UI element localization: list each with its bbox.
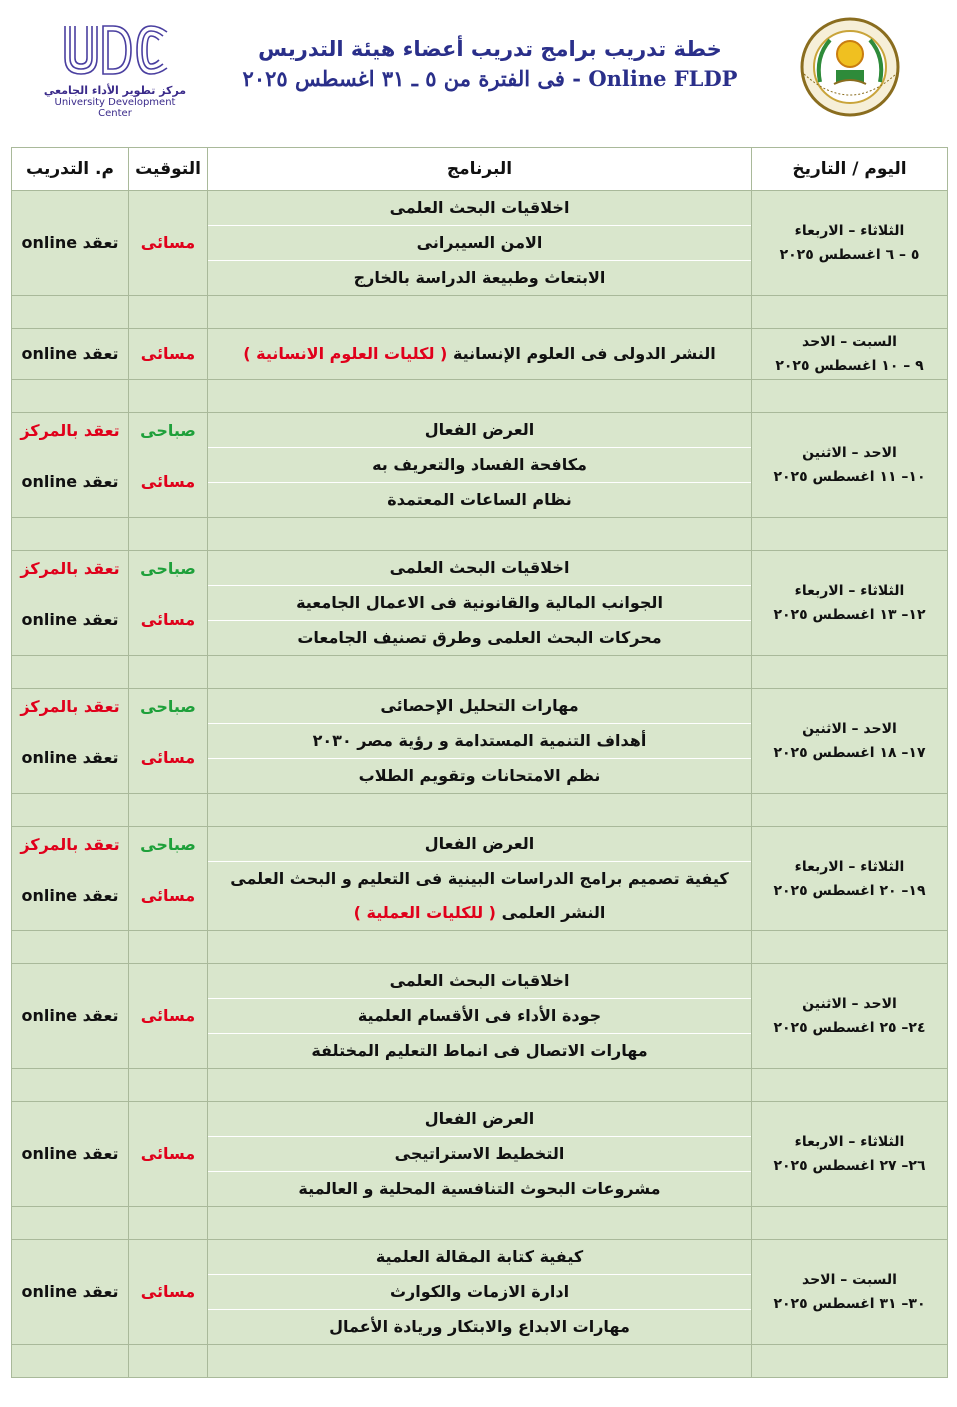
program-item: مهارات التحليل الإحصائى	[208, 689, 751, 724]
spacer-row	[12, 296, 948, 329]
online-label: تعقد online	[21, 1144, 119, 1163]
spacer-row	[12, 518, 948, 551]
program-item: مهارات الابداع والابتكار وريادة الأعمال	[329, 1317, 630, 1336]
center-label: تعقد بالمركز	[20, 559, 120, 578]
program-cell	[208, 191, 752, 296]
header-time: التوقيت	[129, 148, 208, 191]
day-cell	[752, 827, 948, 931]
program-cell	[208, 827, 752, 931]
day-cell	[752, 329, 948, 380]
morning-label: صباحى	[140, 834, 196, 854]
table-header-row	[12, 148, 948, 191]
table-row	[12, 689, 948, 794]
time-cell	[129, 1102, 208, 1207]
spacer-row	[12, 931, 948, 964]
day-names: الثلاثاء – الاربعاء	[794, 858, 905, 875]
center-label: تعقد بالمركز	[20, 834, 120, 854]
udc-english-name: University Development Center	[54, 97, 176, 119]
program-cell	[208, 329, 752, 380]
program-item: نظم الامتحانات وتقويم الطلاب	[358, 766, 601, 785]
program-note: ( لكليات العلوم الانسانية )	[243, 344, 448, 363]
program-item: اخلاقيات البحث العلمى	[208, 964, 751, 999]
day-dates: ٢٤– ٢٥ اغسطس ٢٠٢٥	[773, 1020, 926, 1036]
center-label: تعقد بالمركز	[20, 421, 120, 440]
day-cell	[752, 1240, 948, 1345]
evening-label: مسائى	[140, 610, 196, 629]
online-label: تعقد online	[21, 1006, 119, 1025]
mansoura-university-logo	[790, 12, 910, 122]
online-label: تعقد online	[21, 1282, 119, 1301]
evening-label: مسائى	[140, 1144, 196, 1163]
day-dates: ٣٠– ٣١ اغسطس ٢٠٢٥	[773, 1296, 926, 1312]
online-label: تعقد online	[21, 344, 119, 363]
table-row	[12, 329, 948, 380]
time-cell	[129, 329, 208, 380]
online-label: تعقد online	[21, 885, 119, 905]
program-item: الامن السيبرانى	[208, 226, 751, 261]
time-cell	[129, 827, 208, 931]
table-row	[12, 191, 948, 296]
program-item: اخلاقيات البحث العلمى	[208, 551, 751, 586]
mode-cell	[12, 551, 129, 656]
title-line-2: Online FLDP - فى الفترة من ٥ ـ ٣١ اغسطس ٢٠٢٥	[242, 66, 738, 91]
spacer-row	[12, 1207, 948, 1240]
program-cell	[208, 551, 752, 656]
training-schedule-table	[11, 147, 948, 1378]
spacer-row	[12, 1069, 948, 1102]
spacer-row	[12, 380, 948, 413]
udc-logo-mark	[59, 22, 171, 82]
mode-cell	[12, 689, 129, 794]
program-item: العرض الفعال	[208, 413, 751, 448]
morning-label: صباحى	[140, 421, 196, 440]
day-cell	[752, 551, 948, 656]
program-item: مكافحة الفساد والتعريف به	[208, 448, 751, 483]
online-label: تعقد online	[21, 233, 119, 252]
mode-cell	[12, 964, 129, 1069]
day-names: الاحد – الاثنين	[802, 721, 897, 737]
evening-label: مسائى	[140, 1006, 196, 1025]
day-cell	[752, 191, 948, 296]
evening-label: مسائى	[140, 885, 196, 905]
header-mode: م. التدريب	[12, 148, 129, 191]
program-item: اخلاقيات البحث العلمى	[208, 191, 751, 226]
header-day: اليوم / التاريخ	[752, 148, 948, 191]
program-cell	[208, 1240, 752, 1345]
table-row	[12, 1102, 948, 1207]
program-item: كيفية تصميم برامج الدراسات البينية فى التعليم و البحث العلمى	[230, 869, 729, 888]
time-cell	[129, 1240, 208, 1345]
spacer-row	[12, 656, 948, 689]
table-row	[12, 1240, 948, 1345]
program-item: محركات البحث العلمى وطرق تصنيف الجامعات	[297, 628, 662, 647]
time-cell	[129, 689, 208, 794]
time-cell	[129, 413, 208, 518]
program-item	[208, 329, 751, 379]
program-item: التخطيط الاستراتيجى	[208, 1137, 751, 1172]
evening-label: مسائى	[140, 344, 196, 363]
program-item: نظام الساعات المعتمدة	[387, 490, 572, 509]
program-item: أهداف التنمية المستدامة و رؤية مصر ٢٠٣٠	[208, 724, 751, 759]
day-cell	[752, 964, 948, 1069]
evening-label: مسائى	[140, 1282, 196, 1301]
mode-cell	[12, 329, 129, 380]
day-names: الثلاثاء – الاربعاء	[794, 223, 905, 239]
day-names: الاحد – الاثنين	[802, 996, 897, 1012]
day-cell	[752, 1102, 948, 1207]
program-cell	[208, 1102, 752, 1207]
online-label: تعقد online	[21, 472, 119, 491]
program-item: ادارة الازمات والكوارث	[208, 1275, 751, 1310]
day-dates: ١٧– ١٨ اغسطس ٢٠٢٥	[773, 745, 926, 761]
table-row	[12, 964, 948, 1069]
program-cell	[208, 964, 752, 1069]
online-label: تعقد online	[21, 610, 119, 629]
day-dates: ١٠– ١١ اغسطس ٢٠٢٥	[773, 469, 926, 485]
title-line-1: خطة تدريب برامج تدريب أعضاء هيئة التدريس	[258, 37, 722, 61]
program-item: العرض الفعال	[208, 1102, 751, 1137]
day-dates: ٥ – ٦ اغسطس ٢٠٢٥	[779, 247, 920, 263]
day-dates: ٩ – ١٠ اغسطس ٢٠٢٥	[775, 358, 924, 374]
program-note: ( للكليات العملية )	[353, 903, 496, 922]
udc-arabic-name: مركز تطوير الأداء الجامعي	[43, 84, 187, 97]
header-program: البرنامج	[208, 148, 752, 191]
day-cell	[752, 413, 948, 518]
program-item: العرض الفعال	[208, 827, 751, 862]
udc-logo	[40, 22, 190, 122]
day-names: السبت – الاحد	[802, 334, 897, 350]
morning-label: صباحى	[140, 559, 196, 578]
page-title	[210, 34, 770, 94]
time-cell	[129, 191, 208, 296]
day-dates: ١٩– ٢٠ اغسطس ٢٠٢٥	[773, 882, 926, 899]
evening-label: مسائى	[140, 748, 196, 767]
evening-label: مسائى	[140, 233, 196, 252]
program-item: مشروعات البحوث التنافسية المحلية و العالمية	[298, 1179, 661, 1198]
day-dates: ١٢– ١٣ اغسطس ٢٠٢٥	[773, 607, 926, 623]
page-header	[0, 0, 957, 140]
day-cell	[752, 689, 948, 794]
program-cell	[208, 689, 752, 794]
table-row	[12, 413, 948, 518]
center-label: تعقد بالمركز	[20, 697, 120, 716]
program-item: الابتعاث وطبيعة الدراسة بالخارج	[353, 268, 606, 287]
day-dates: ٢٦– ٢٧ اغسطس ٢٠٢٥	[773, 1158, 926, 1174]
time-cell	[129, 551, 208, 656]
program-cell	[208, 413, 752, 518]
spacer-row	[12, 1345, 948, 1378]
evening-label: مسائى	[140, 472, 196, 491]
morning-label: صباحى	[140, 697, 196, 716]
program-title: النشر العلمى	[501, 903, 606, 922]
program-item	[208, 896, 751, 930]
table-row	[12, 827, 948, 931]
mode-cell	[12, 1102, 129, 1207]
day-names: الثلاثاء – الاربعاء	[794, 583, 905, 599]
mode-cell	[12, 827, 129, 931]
day-names: الاحد – الاثنين	[802, 445, 897, 461]
table-row	[12, 551, 948, 656]
day-names: السبت – الاحد	[802, 1272, 897, 1288]
mode-cell	[12, 1240, 129, 1345]
program-item: كيفية كتابة المقالة العلمية	[208, 1240, 751, 1275]
time-cell	[129, 964, 208, 1069]
day-names: الثلاثاء – الاربعاء	[794, 1134, 905, 1150]
program-item: الجوانب المالية والقانونية فى الاعمال الجامعية	[208, 586, 751, 621]
mode-cell	[12, 413, 129, 518]
spacer-row	[12, 794, 948, 827]
mode-cell	[12, 191, 129, 296]
program-title: النشر الدولى فى العلوم الإنسانية	[452, 344, 716, 363]
program-item: مهارات الاتصال فى انماط التعليم المختلفة	[311, 1041, 648, 1060]
online-label: تعقد online	[21, 748, 119, 767]
program-item: جودة الأداء فى الأقسام العلمية	[208, 999, 751, 1034]
